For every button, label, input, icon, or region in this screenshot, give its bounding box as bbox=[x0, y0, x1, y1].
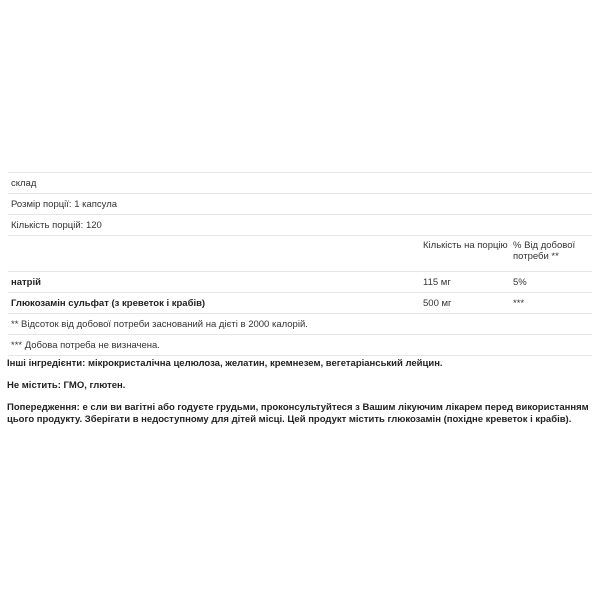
serving-size: Розмір порції: 1 капсула bbox=[8, 194, 592, 215]
header-blank bbox=[8, 236, 420, 272]
table-row bbox=[8, 293, 592, 314]
facts-title: склад bbox=[8, 173, 592, 194]
facts-title-row bbox=[8, 173, 592, 194]
supplement-facts-table bbox=[8, 172, 592, 356]
nutrient-name: Глюкозамін сульфат (з креветок і крабів) bbox=[8, 293, 420, 314]
nutrient-dv: *** bbox=[510, 293, 592, 314]
footnote-not-established: *** Добова потреба не визначена. bbox=[8, 335, 592, 356]
nutrient-amount: 500 мг bbox=[420, 293, 510, 314]
servings-count-row bbox=[8, 215, 592, 236]
other-ingredients: Інші інгредієнти: мікрокристалічна целюлоза, желатин, кремнезем, вегетаріанський лейцин. bbox=[7, 358, 443, 369]
nutrient-amount: 115 мг bbox=[420, 272, 510, 293]
warning-text: Попередження: е сли ви вагітні або годуєте грудьми, проконсультуйтеся з Вашим лікуючим лікарем перед використанням цього продукту. Зберігати в недоступному для дітей місці. Цей продукт містить глюкозамін (похідне креветок і крабів). bbox=[7, 402, 589, 425]
serving-size-row bbox=[8, 194, 592, 215]
nutrient-name: натрій bbox=[8, 272, 420, 293]
header-daily-value: % Від добової потреби ** bbox=[510, 236, 592, 272]
table-row bbox=[8, 272, 592, 293]
servings-count: Кількість порцій: 120 bbox=[8, 215, 592, 236]
footnote-daily-value: ** Відсоток від добової потреби заснований на дієті в 2000 калорій. bbox=[8, 314, 592, 335]
nutrient-dv: 5% bbox=[510, 272, 592, 293]
free-of-statement: Не містить: ГМО, глютен. bbox=[7, 380, 126, 391]
footnote-row bbox=[8, 335, 592, 356]
facts-header-row bbox=[8, 236, 592, 272]
footnote-row bbox=[8, 314, 592, 335]
product-notes bbox=[7, 358, 597, 436]
header-amount: Кількість на порцію bbox=[420, 236, 510, 272]
